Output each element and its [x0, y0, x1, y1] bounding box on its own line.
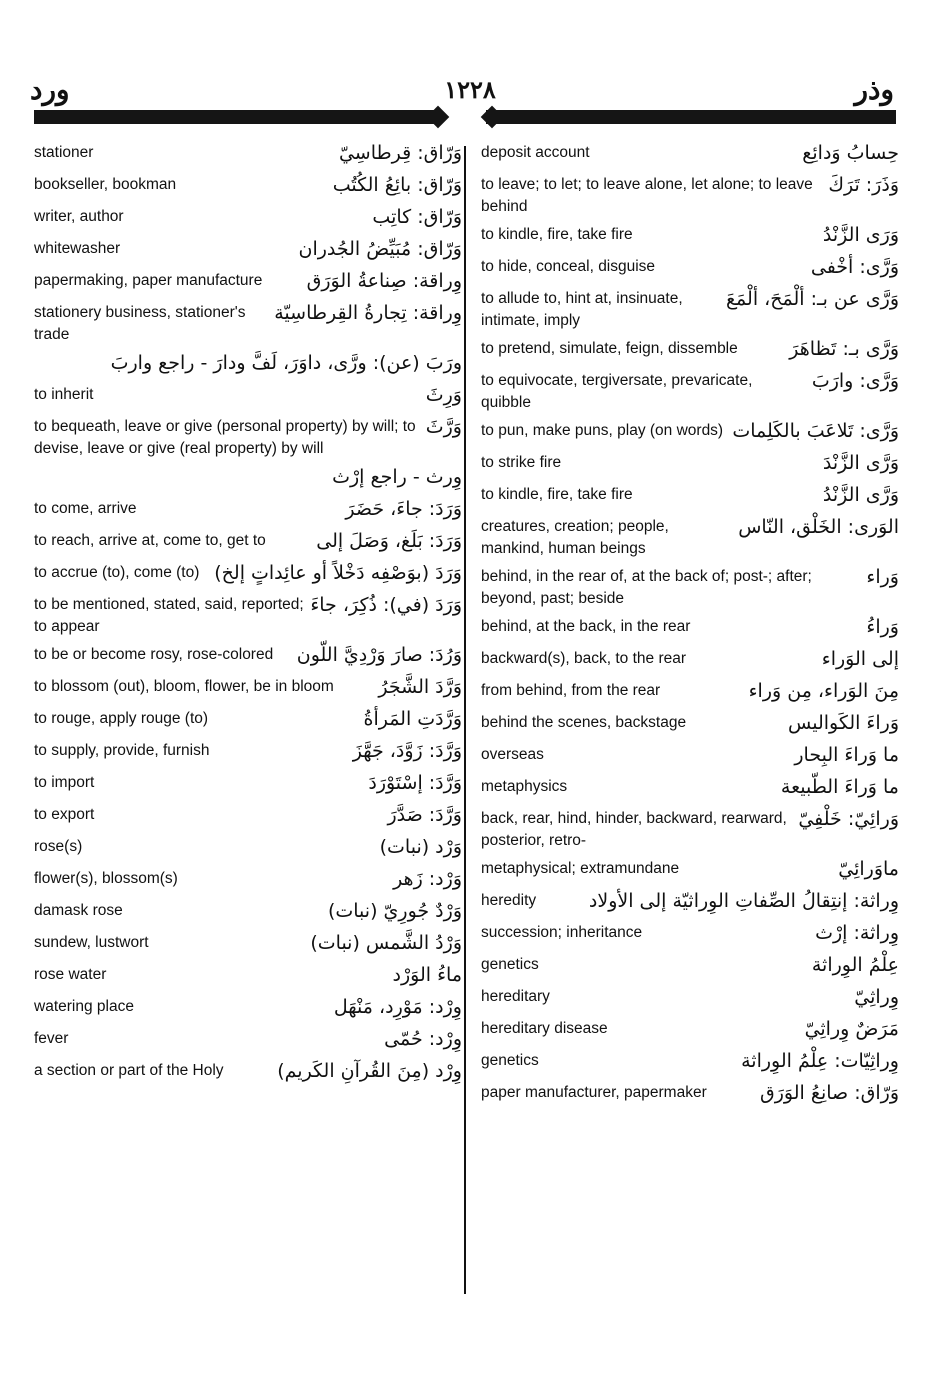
entry-english: sundew, lustwort: [34, 934, 149, 951]
entry-arabic: وَراءُ: [866, 616, 899, 638]
entry-english: writer, author: [34, 208, 124, 225]
dictionary-entry: [481, 416, 899, 446]
entry-english: whitewasher: [34, 240, 121, 257]
dictionary-entry: [481, 644, 899, 674]
entry-english: hereditary disease: [481, 1020, 608, 1037]
dictionary-entry: [481, 480, 899, 510]
entry-arabic: وَرَّدَ: صَدَّرَ: [387, 804, 462, 826]
entry-arabic: ماءُ الوَرْد: [392, 964, 462, 986]
dictionary-entry: [34, 138, 462, 168]
dictionary-entry: [34, 298, 462, 346]
entry-arabic: وَرِثَ: [425, 384, 462, 406]
entry-english: to come, arrive: [34, 500, 137, 517]
dictionary-entry: [481, 220, 899, 250]
entry-arabic: وَرْد: زَهر: [393, 868, 462, 890]
entry-english: to import: [34, 774, 95, 791]
entry-english: a section or part of the Holy: [34, 1062, 224, 1079]
dictionary-entry: [34, 1024, 462, 1054]
entry-arabic: مِنَ الوَراء، مِن وَراء: [748, 680, 899, 702]
dictionary-entry: [34, 992, 462, 1022]
entry-english: back, rear, hind, hinder, backward, rearward, posterior, retro-: [481, 810, 787, 849]
dictionary-entry: [481, 982, 899, 1012]
entry-english: behind the scenes, backstage: [481, 714, 687, 731]
entry-english: to leave; to let; to leave alone, let alone; to leave behind: [481, 176, 813, 215]
entry-arabic: وَرَّى عن بـ: ألْمَحَ، ألْمَعَ: [725, 288, 899, 310]
dictionary-entry: [34, 494, 462, 524]
dictionary-entry: [481, 886, 899, 916]
entry-arabic: وَرَّى الزَّنْدَ: [822, 452, 899, 474]
entry-arabic: الوَرى: الخَلْق، النّاس: [738, 516, 899, 538]
entry-english: stationery business, stationer's trade: [34, 304, 246, 343]
dictionary-entry: [34, 412, 462, 460]
dictionary-entry: [481, 854, 899, 884]
dictionary-entry: [34, 800, 462, 830]
dictionary-entry: [34, 640, 462, 670]
dictionary-entry: [34, 928, 462, 958]
entry-english: to strike fire: [481, 454, 562, 471]
entry-english: deposit account: [481, 144, 590, 161]
dictionary-entry: [481, 284, 899, 332]
entry-arabic: وَرّاق: بائِعُ الكُتُب: [332, 174, 462, 196]
dictionary-entry: [34, 234, 462, 264]
dictionary-entry: [34, 170, 462, 200]
entry-english: damask rose: [34, 902, 123, 919]
entry-arabic: وَرَّدَ: زَوَّدَ، جَهَّزَ: [352, 740, 462, 762]
entry-english: to be mentioned, stated, said, reported; to appear: [34, 596, 304, 635]
dictionary-entry: [34, 462, 462, 492]
entry-arabic: وَرَدَ (بوَصْفِه دَخْلاً أو عائِداتٍ إلخ): [214, 562, 462, 584]
entry-english: metaphysical; extramundane: [481, 860, 680, 877]
entry-english: to kindle, fire, take fire: [481, 226, 633, 243]
entry-english: to rouge, apply rouge (to): [34, 710, 209, 727]
entry-english: watering place: [34, 998, 134, 1015]
entry-arabic: وَرّاق: مُبَيِّضُ الجُدران: [298, 238, 462, 260]
dictionary-entry: [481, 1046, 899, 1076]
dictionary-entry: [481, 740, 899, 770]
dictionary-entry: [481, 950, 899, 980]
entry-english: rose(s): [34, 838, 83, 855]
entry-english: stationer: [34, 144, 94, 161]
dictionary-entry: [481, 252, 899, 282]
dictionary-entry: [481, 562, 899, 610]
dictionary-entry: [34, 896, 462, 926]
entry-english: genetics: [481, 956, 539, 973]
entry-arabic: وَرْدٌ جُورِيّ (نبات): [327, 900, 462, 922]
entry-arabic: وَرَدَ (في): ذُكِرَ، جاءَ: [310, 594, 462, 616]
entry-arabic: وَرْدُ الشَّمس (نبات): [310, 932, 462, 954]
entry-english: from behind, from the rear: [481, 682, 661, 699]
entry-english: to supply, provide, furnish: [34, 742, 210, 759]
entry-english: to be or become rosy, rose-colored: [34, 646, 274, 663]
dictionary-entry: [34, 960, 462, 990]
entry-arabic: ورَبَ (عن): ورَّى، داوَرَ، لَفَّ ودارَ - راجع واربَ: [110, 352, 462, 374]
entry-arabic: وِراثِيّات: عِلْمُ الوِراثة: [741, 1050, 899, 1072]
dictionary-entry: [34, 558, 462, 588]
header-right-word: وذر: [854, 73, 894, 106]
entry-english: to pun, make puns, play (on words): [481, 422, 724, 439]
entry-english: to hide, conceal, disguise: [481, 258, 656, 275]
entry-english: fever: [34, 1030, 69, 1047]
dictionary-entry: [481, 1078, 899, 1108]
dictionary-entry: [481, 612, 899, 642]
entry-arabic: وِراقة: صِناعةُ الوَرَق: [306, 270, 462, 292]
entry-arabic: وِرْد: حُمّى: [384, 1028, 462, 1050]
entry-english: to accrue (to), come (to): [34, 564, 200, 581]
entry-arabic: مَرَضٌ وِراثِيّ: [804, 1018, 899, 1040]
entry-english: to export: [34, 806, 95, 823]
entry-english: bookseller, bookman: [34, 176, 177, 193]
dictionary-entry: [34, 348, 462, 378]
entry-english: rose water: [34, 966, 107, 983]
entry-arabic: ماوَرائِيّ: [838, 858, 899, 880]
entry-arabic: وَرائِيّ: خَلْفِيّ: [798, 808, 899, 830]
entry-english: to equivocate, tergiversate, prevaricate, quibble: [481, 372, 753, 411]
entry-english: backward(s), back, to the rear: [481, 650, 687, 667]
entry-arabic: وِراثة: إرْث: [815, 922, 899, 944]
dictionary-entry: [34, 864, 462, 894]
dictionary-entry: [34, 704, 462, 734]
page-number: ١٢٢٨: [444, 75, 496, 104]
dictionary-entry: [481, 1014, 899, 1044]
entry-english: creatures, creation; people, mankind, human beings: [481, 518, 669, 557]
entry-english: to kindle, fire, take fire: [481, 486, 633, 503]
entry-english: behind, in the rear of, at the back of; post-; after; beyond, past; beside: [481, 568, 812, 607]
dictionary-entry: [481, 138, 899, 168]
dictionary-entry: [481, 772, 899, 802]
entry-english: heredity: [481, 892, 537, 909]
dictionary-entry: [34, 1056, 462, 1086]
header-rule-right: [486, 110, 896, 124]
entry-english: to allude to, hint at, insinuate, intimate, imply: [481, 290, 683, 329]
entry-english: succession; inheritance: [481, 924, 643, 941]
entry-english: flower(s), blossom(s): [34, 870, 178, 887]
dictionary-entry: [34, 526, 462, 556]
entry-arabic: وَرّاق: كاتِب: [372, 206, 462, 228]
dictionary-entry: [481, 512, 899, 560]
entry-arabic: وَرَّى بـ: تَظاهَرَ: [789, 338, 899, 360]
entry-english: metaphysics: [481, 778, 568, 795]
dictionary-entry: [34, 768, 462, 798]
entry-arabic: عِلْمُ الوِراثة: [811, 954, 899, 976]
entry-arabic: وَذَرَ: تَرَكَ: [828, 174, 899, 196]
entry-arabic: وَرُدَ: صارَ وَرْدِيَّ اللَّون: [296, 644, 462, 666]
entry-arabic: وِراقة: تِجارةُ القِرطاسِيّة: [274, 302, 462, 324]
dictionary-entry: [481, 676, 899, 706]
dictionary-entry: [34, 736, 462, 766]
entry-arabic: وَرَّى الزَّنْدُ: [822, 484, 899, 506]
entry-english: to pretend, simulate, feign, dissemble: [481, 340, 738, 357]
entry-arabic: إلى الوَراء: [821, 648, 899, 670]
entry-arabic: وَراءَ الكَواليس: [787, 712, 899, 734]
dictionary-entry: [481, 170, 899, 218]
entry-english: genetics: [481, 1052, 539, 1069]
left-column: [34, 138, 462, 1088]
entry-arabic: وَرَّثَ: [425, 416, 462, 438]
entry-english: to reach, arrive at, come to, get to: [34, 532, 266, 549]
entry-english: to inherit: [34, 386, 94, 403]
dictionary-entry: [34, 672, 462, 702]
right-column: [481, 138, 899, 1110]
entry-arabic: وَراء: [866, 566, 899, 588]
entry-arabic: وَرّاق: صانِعُ الوَرَق: [760, 1082, 899, 1104]
entry-arabic: ما وَراءَ البِحار: [794, 744, 899, 766]
entry-english: to bequeath, leave or give (personal property) by will; to devise, leave or give (real property) by will: [34, 418, 416, 457]
entry-arabic: وَرَّدَتِ المَرأةُ: [363, 708, 462, 730]
entry-arabic: حِسابُ وَدائِع: [802, 142, 899, 164]
dictionary-entry: [481, 804, 899, 852]
entry-english: paper manufacturer, papermaker: [481, 1084, 707, 1101]
entry-arabic: وَرّاق: قِرطاسِيّ: [338, 142, 462, 164]
entry-arabic: وَرَدَ: جاءَ، حَضَرَ: [345, 498, 462, 520]
entry-arabic: وَرَّى: تَلاعَبَ بالكَلِمات: [732, 420, 899, 442]
entry-arabic: وِراثة: إنتِقالُ الصِّفاتِ الوِراثيّة إلى الأولاد: [588, 890, 899, 912]
dictionary-entry: [481, 366, 899, 414]
entry-english: behind, at the back, in the rear: [481, 618, 691, 635]
dictionary-entry: [34, 832, 462, 862]
entry-arabic: وَرَى الزَّنْدُ: [822, 224, 899, 246]
dictionary-entry: [481, 918, 899, 948]
entry-english: papermaking, paper manufacture: [34, 272, 263, 289]
entry-english: to blossom (out), bloom, flower, be in bloom: [34, 678, 334, 695]
entry-english: hereditary: [481, 988, 550, 1005]
entry-arabic: وَرَدَ: بَلَغ، وَصَلَ إلى: [316, 530, 462, 552]
entry-arabic: وِراثِيّ: [854, 986, 899, 1008]
entry-arabic: وَرَّى: أخْفى: [810, 256, 899, 278]
dictionary-entry: [34, 202, 462, 232]
dictionary-entry: [34, 380, 462, 410]
entry-arabic: ما وَراءَ الطَّبيعة: [780, 776, 899, 798]
dictionary-entry: [481, 708, 899, 738]
entry-arabic: وَرَّدَ الشَّجَرُ: [378, 676, 462, 698]
entry-arabic: وِرْد (مِنَ القُرآنِ الكَريم): [277, 1060, 462, 1082]
entry-arabic: وِرْد: مَوْرِد، مَنْهَل: [333, 996, 462, 1018]
dictionary-entry: [481, 334, 899, 364]
header-left-word: ورد: [30, 73, 70, 106]
entry-arabic: وِرث - راجع إرْث: [332, 466, 462, 488]
dictionary-entry: [34, 590, 462, 638]
entry-arabic: وَرْد (نبات): [379, 836, 462, 858]
entry-english: overseas: [481, 746, 544, 763]
entry-arabic: وَرَّى: وارَبَ: [811, 370, 899, 392]
header-rule-left: [34, 110, 442, 124]
dictionary-entry: [34, 266, 462, 296]
dictionary-entry: [481, 448, 899, 478]
column-divider: [464, 146, 466, 1294]
entry-arabic: وَرَّدَ: إسْتَوْرَدَ: [368, 772, 462, 794]
